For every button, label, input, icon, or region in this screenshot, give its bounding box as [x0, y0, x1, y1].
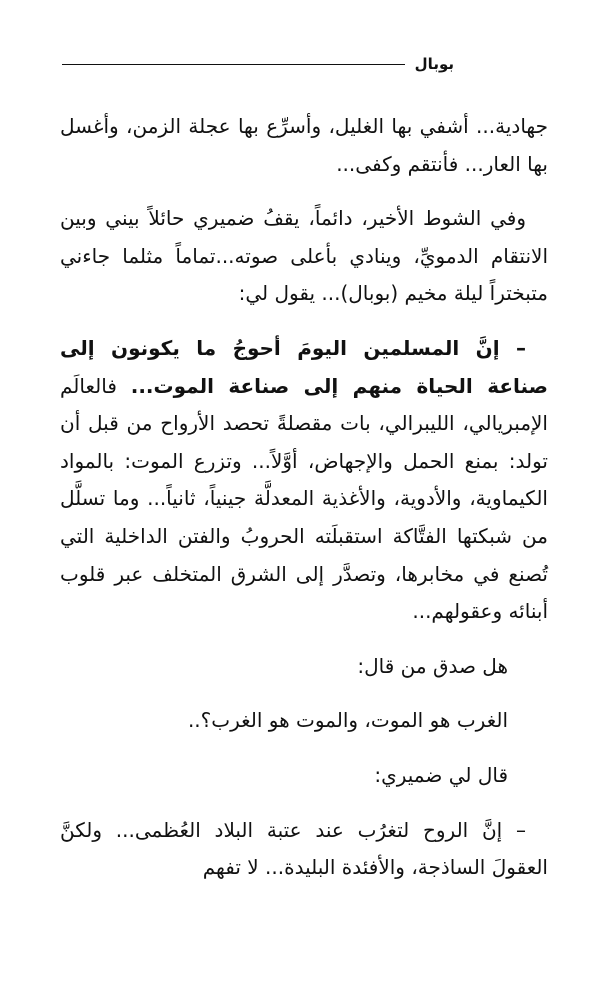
paragraph-5 [60, 702, 548, 740]
paragraph-text: هل صدق من قال: [357, 653, 508, 678]
paragraph-text: وفي الشوط الأخير، دائماً، يقفُ ضميري حائلاً بيني وبين الانتقام الدمويِّ، وينادي بأعلى صوته...تماماً مثلما جاءني متبختراً ليلة مخيم (بوبال)... يقول لي: [60, 206, 548, 306]
paragraph-text: جهادية... أشفي بها الغليل، وأسرِّع بها عجلة الزمن، وأغسل بها العار... فأنتقم وكفى... [60, 114, 548, 176]
paragraph-text: – إنَّ الروح لتغرُب عند عتبة البلاد العُظمى... ولكنَّ العقولَ الساذجة، والأفئدة البليدة... لا تفهم [60, 817, 548, 880]
page-body [60, 108, 548, 904]
paragraph-3 [60, 330, 548, 631]
paragraph-emphasis: – إنَّ المسلمين اليومَ أحوجُ ما يكونون إلى صناعة الحياة منهم إلى صناعة الموت... [60, 335, 548, 398]
paragraph-1 [60, 108, 548, 183]
paragraph-6 [60, 757, 548, 795]
paragraph-7 [60, 812, 548, 887]
paragraph-text: فالعالَم الإمبريالي، الليبرالي، بات مقصلةً تحصد الأرواح من قبل أن تولد: بمنع الحمل والإجهاض، أوَّلاً... وتزرع الموت: بالمواد الكيماوية، والأدوية، والأغذية المعدلَّة جينياً، ثانياً... وما تسلَّل من شبكتها الفتَّاكة استقبلَته الحروبُ والفتن الداخلية التي تُصنع في مخابرها، وتصدَّر إلى الشرق المتخلف عبر قلوب أبنائه وعقولهم... [60, 373, 548, 624]
header-rule [62, 64, 405, 65]
running-header [62, 52, 454, 76]
paragraph-2 [60, 200, 548, 313]
running-title: بوبال [414, 55, 454, 73]
paragraph-4 [60, 648, 548, 686]
paragraph-text: الغرب هو الموت، والموت هو الغرب؟.. [187, 708, 508, 733]
paragraph-text: قال لي ضميري: [374, 762, 508, 787]
